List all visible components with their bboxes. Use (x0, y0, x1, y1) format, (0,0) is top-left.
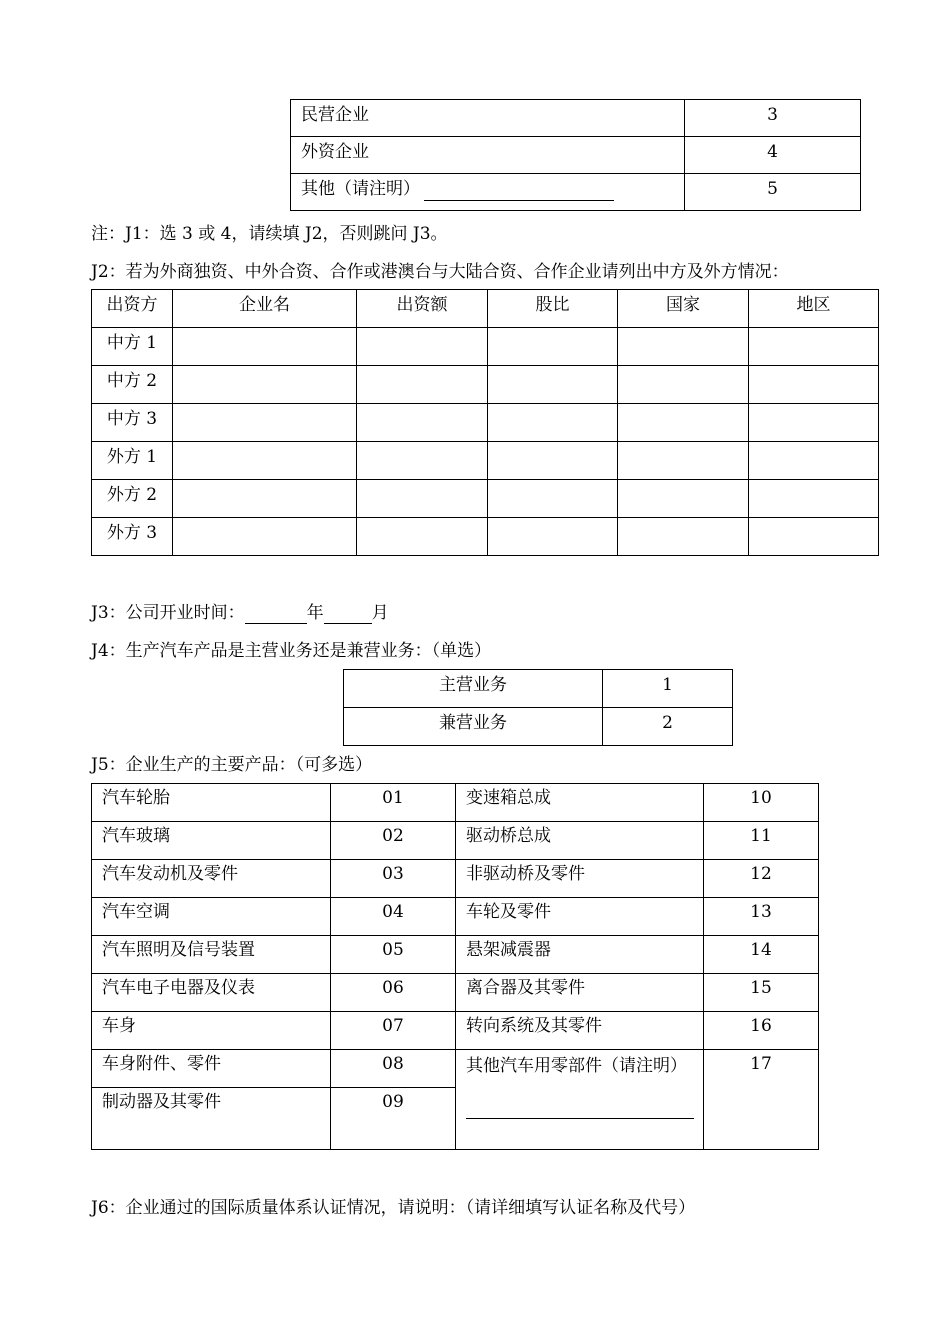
business-table (343, 669, 733, 746)
product-label: 车身 (92, 1012, 331, 1050)
table-row (92, 936, 819, 974)
input-cell[interactable] (488, 480, 618, 518)
ownership-code: 4 (685, 137, 861, 174)
business-code: 1 (603, 670, 733, 708)
input-cell[interactable] (173, 366, 357, 404)
product-label: 汽车空调 (92, 898, 331, 936)
input-cell[interactable] (357, 442, 488, 480)
input-cell[interactable] (173, 442, 357, 480)
input-cell[interactable] (749, 442, 879, 480)
ownership-code: 5 (685, 174, 861, 211)
table-row (92, 404, 879, 442)
input-cell[interactable] (618, 328, 749, 366)
input-cell[interactable] (618, 404, 749, 442)
table-row (92, 366, 879, 404)
input-cell[interactable] (173, 480, 357, 518)
product-code: 07 (331, 1012, 456, 1050)
other-product-blank[interactable] (466, 1099, 694, 1120)
table-row (92, 1012, 819, 1050)
product-code: 14 (704, 936, 819, 974)
product-label: 汽车电子电器及仪表 (92, 974, 331, 1012)
month-blank[interactable] (324, 603, 372, 624)
table-header-row (92, 290, 879, 328)
column-header: 国家 (618, 290, 749, 328)
input-cell[interactable] (488, 442, 618, 480)
table-row (92, 860, 819, 898)
product-code: 13 (704, 898, 819, 936)
month-unit: 月 (371, 603, 389, 623)
product-code: 01 (331, 784, 456, 822)
product-code: 05 (331, 936, 456, 974)
investor-label: 中方 1 (92, 328, 173, 366)
business-label: 主营业务 (344, 670, 603, 708)
input-cell[interactable] (488, 404, 618, 442)
input-cell[interactable] (173, 518, 357, 556)
product-code: 16 (704, 1012, 819, 1050)
year-blank[interactable] (245, 603, 307, 624)
product-label: 悬架减震器 (456, 936, 704, 974)
question-j6: J6：企业通过的国际质量体系认证情况，请说明：（请详细填写认证名称及代号） (91, 1198, 696, 1218)
question-j4: J4：生产汽车产品是主营业务还是兼营业务：（单选） (91, 641, 492, 661)
product-label: 制动器及其零件 (92, 1088, 331, 1150)
table-row (92, 1050, 819, 1088)
product-label: 汽车玻璃 (92, 822, 331, 860)
input-cell[interactable] (618, 480, 749, 518)
ownership-label: 外资企业 (291, 137, 685, 174)
input-cell[interactable] (357, 518, 488, 556)
table-row (344, 670, 733, 708)
product-code: 12 (704, 860, 819, 898)
column-header: 企业名 (173, 290, 357, 328)
column-header: 出资额 (357, 290, 488, 328)
table-row (92, 480, 879, 518)
table-row (291, 137, 861, 174)
input-cell[interactable] (749, 480, 879, 518)
table-row (92, 442, 879, 480)
note-j1: 注：J1：选 3 或 4，请续填 J2，否则跳问 J3。 (91, 224, 448, 244)
input-cell[interactable] (618, 518, 749, 556)
ownership-table (290, 99, 861, 211)
column-header: 地区 (749, 290, 879, 328)
product-code: 15 (704, 974, 819, 1012)
product-label: 离合器及其零件 (456, 974, 704, 1012)
product-code: 06 (331, 974, 456, 1012)
input-cell[interactable] (357, 480, 488, 518)
other-specify-blank[interactable] (424, 180, 614, 201)
ownership-label: 其他（请注明） (301, 179, 420, 199)
table-row (291, 174, 861, 211)
input-cell[interactable] (618, 442, 749, 480)
product-label: 驱动桥总成 (456, 822, 704, 860)
ownership-label: 民营企业 (291, 100, 685, 137)
table-row (344, 708, 733, 746)
investor-label: 外方 3 (92, 518, 173, 556)
product-code: 08 (331, 1050, 456, 1088)
product-code: 10 (704, 784, 819, 822)
table-row (92, 974, 819, 1012)
business-code: 2 (603, 708, 733, 746)
table-row (92, 898, 819, 936)
input-cell[interactable] (749, 366, 879, 404)
product-label: 其他汽车用零部件（请注明） (466, 1056, 687, 1076)
investor-label: 中方 2 (92, 366, 173, 404)
product-code: 09 (331, 1088, 456, 1150)
column-header: 出资方 (92, 290, 173, 328)
input-cell[interactable] (618, 366, 749, 404)
input-cell[interactable] (357, 366, 488, 404)
product-code: 11 (704, 822, 819, 860)
table-row (92, 328, 879, 366)
products-table (91, 783, 819, 1150)
question-j5: J5：企业生产的主要产品：（可多选） (91, 755, 373, 775)
input-cell[interactable] (357, 328, 488, 366)
table-row (92, 518, 879, 556)
ownership-code: 3 (685, 100, 861, 137)
input-cell[interactable] (488, 366, 618, 404)
product-code: 02 (331, 822, 456, 860)
investor-table (91, 289, 879, 556)
product-label: 转向系统及其零件 (456, 1012, 704, 1050)
year-unit: 年 (306, 603, 324, 623)
product-label: 汽车发动机及零件 (92, 860, 331, 898)
product-label: 非驱动桥及零件 (456, 860, 704, 898)
input-cell[interactable] (173, 404, 357, 442)
product-label: 车身附件、零件 (92, 1050, 331, 1088)
product-label: 汽车照明及信号装置 (92, 936, 331, 974)
investor-label: 外方 2 (92, 480, 173, 518)
product-code: 17 (704, 1050, 819, 1150)
product-label: 汽车轮胎 (92, 784, 331, 822)
table-row (92, 822, 819, 860)
input-cell[interactable] (173, 328, 357, 366)
product-label: 车轮及零件 (456, 898, 704, 936)
product-label: 变速箱总成 (456, 784, 704, 822)
table-row (291, 100, 861, 137)
column-header: 股比 (488, 290, 618, 328)
j3-label: J3：公司开业时间： (91, 603, 245, 623)
product-code: 03 (331, 860, 456, 898)
input-cell[interactable] (357, 404, 488, 442)
table-row (92, 784, 819, 822)
investor-label: 中方 3 (92, 404, 173, 442)
input-cell[interactable] (749, 404, 879, 442)
input-cell[interactable] (749, 328, 879, 366)
product-code: 04 (331, 898, 456, 936)
question-j2: J2：若为外商独资、中外合资、合作或港澳台与大陆合资、合作企业请列出中方及外方情况： (91, 262, 789, 282)
input-cell[interactable] (749, 518, 879, 556)
business-label: 兼营业务 (344, 708, 603, 746)
investor-label: 外方 1 (92, 442, 173, 480)
input-cell[interactable] (488, 328, 618, 366)
input-cell[interactable] (488, 518, 618, 556)
question-j3 (91, 598, 389, 624)
